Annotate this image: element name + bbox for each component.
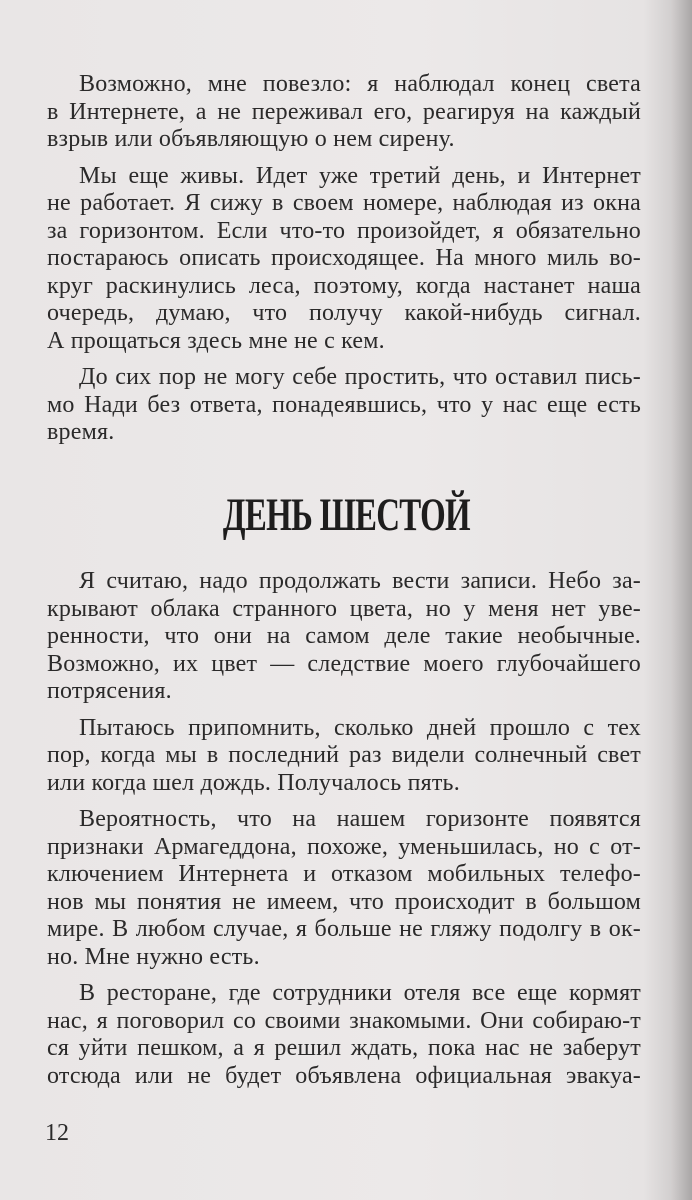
text-line: Мы еще живы. Идет уже третий день, и Интернет: [79, 162, 641, 189]
text-line: А прощаться здесь мне не с кем.: [47, 327, 385, 354]
text-line: взрыв или объявляющую о нем сирену.: [47, 126, 455, 152]
text-line: Возможно, их цвет — следствие моего глубочайшего: [47, 650, 641, 677]
text-line: ренности, что они на самом деле такие необычные.: [47, 623, 641, 649]
text-line: мо Нади без ответа, понадеявшись, что у нас еще есть: [47, 391, 641, 418]
text-line: ключением Интернета и отказом мобильных телефо-: [47, 861, 641, 887]
text-block-before-chapter: [47, 71, 641, 447]
text-block-chapter: [47, 568, 641, 1090]
text-line: пор, когда мы в последний раз видели солнечный свет: [47, 742, 641, 768]
text-line: не работает. Я сижу в своем номере, наблюдая из окна: [47, 190, 641, 216]
text-line: нов мы понятия не имеем, что происходит в большом: [47, 888, 641, 915]
chapter-heading: [0, 490, 692, 540]
text-line: ся уйти пешком, а я решил ждать, пока нас не заберут: [47, 1035, 641, 1061]
text-line: Вероятность, что на нашем горизонте появятся: [79, 806, 641, 832]
text-line: отсюда или не будет объявлена официальная эвакуа-: [47, 1062, 641, 1089]
text-line: очередь, думаю, что получу какой-нибудь сигнал.: [47, 300, 641, 326]
page-number: 12: [45, 1120, 69, 1146]
paragraph: [47, 980, 641, 1090]
text-line: потрясения.: [47, 678, 172, 704]
text-line: В ресторане, где сотрудники отеля все еще кормят: [79, 980, 641, 1006]
text-line: время.: [47, 419, 115, 445]
paragraph: [47, 163, 641, 356]
text-line: или когда шел дождь. Получалось пять.: [47, 769, 460, 796]
paragraph: [47, 806, 641, 971]
text-line: До сих пор не могу себе простить, что оставил пись-: [79, 364, 641, 390]
text-line: Возможно, мне повезло: я наблюдал конец света: [79, 71, 641, 97]
text-line: Пытаюсь припомнить, сколько дней прошло с тех: [79, 714, 641, 741]
text-line: мире. В любом случае, я больше не гляжу подолгу в ок-: [47, 916, 641, 942]
text-line: в Интернете, а не переживал его, реагируя на каждый: [47, 98, 641, 125]
text-line: Я считаю, надо продолжать вести записи. Небо за-: [79, 568, 641, 594]
paragraph: [47, 364, 641, 447]
chapter-title: ДЕНЬ ШЕСТОЙ: [222, 489, 470, 541]
text-line: за горизонтом. Если что-то произойдет, я обязательно: [47, 217, 641, 244]
text-line: круг раскинулись леса, поэтому, когда настанет наша: [47, 272, 641, 299]
text-line: постараюсь описать происходящее. На много миль во-: [47, 245, 641, 271]
paragraph: [47, 568, 641, 706]
text-line: но. Мне нужно есть.: [47, 943, 260, 970]
text-line: признаки Армагеддона, похоже, уменьшилась, но с от-: [47, 833, 641, 860]
paragraph: [47, 71, 641, 154]
text-line: нас, я поговорил со своими знакомыми. Они собираю-т: [47, 1007, 641, 1034]
paragraph: [47, 715, 641, 798]
text-line: крывают облака странного цвета, но у меня нет уве-: [47, 595, 641, 622]
